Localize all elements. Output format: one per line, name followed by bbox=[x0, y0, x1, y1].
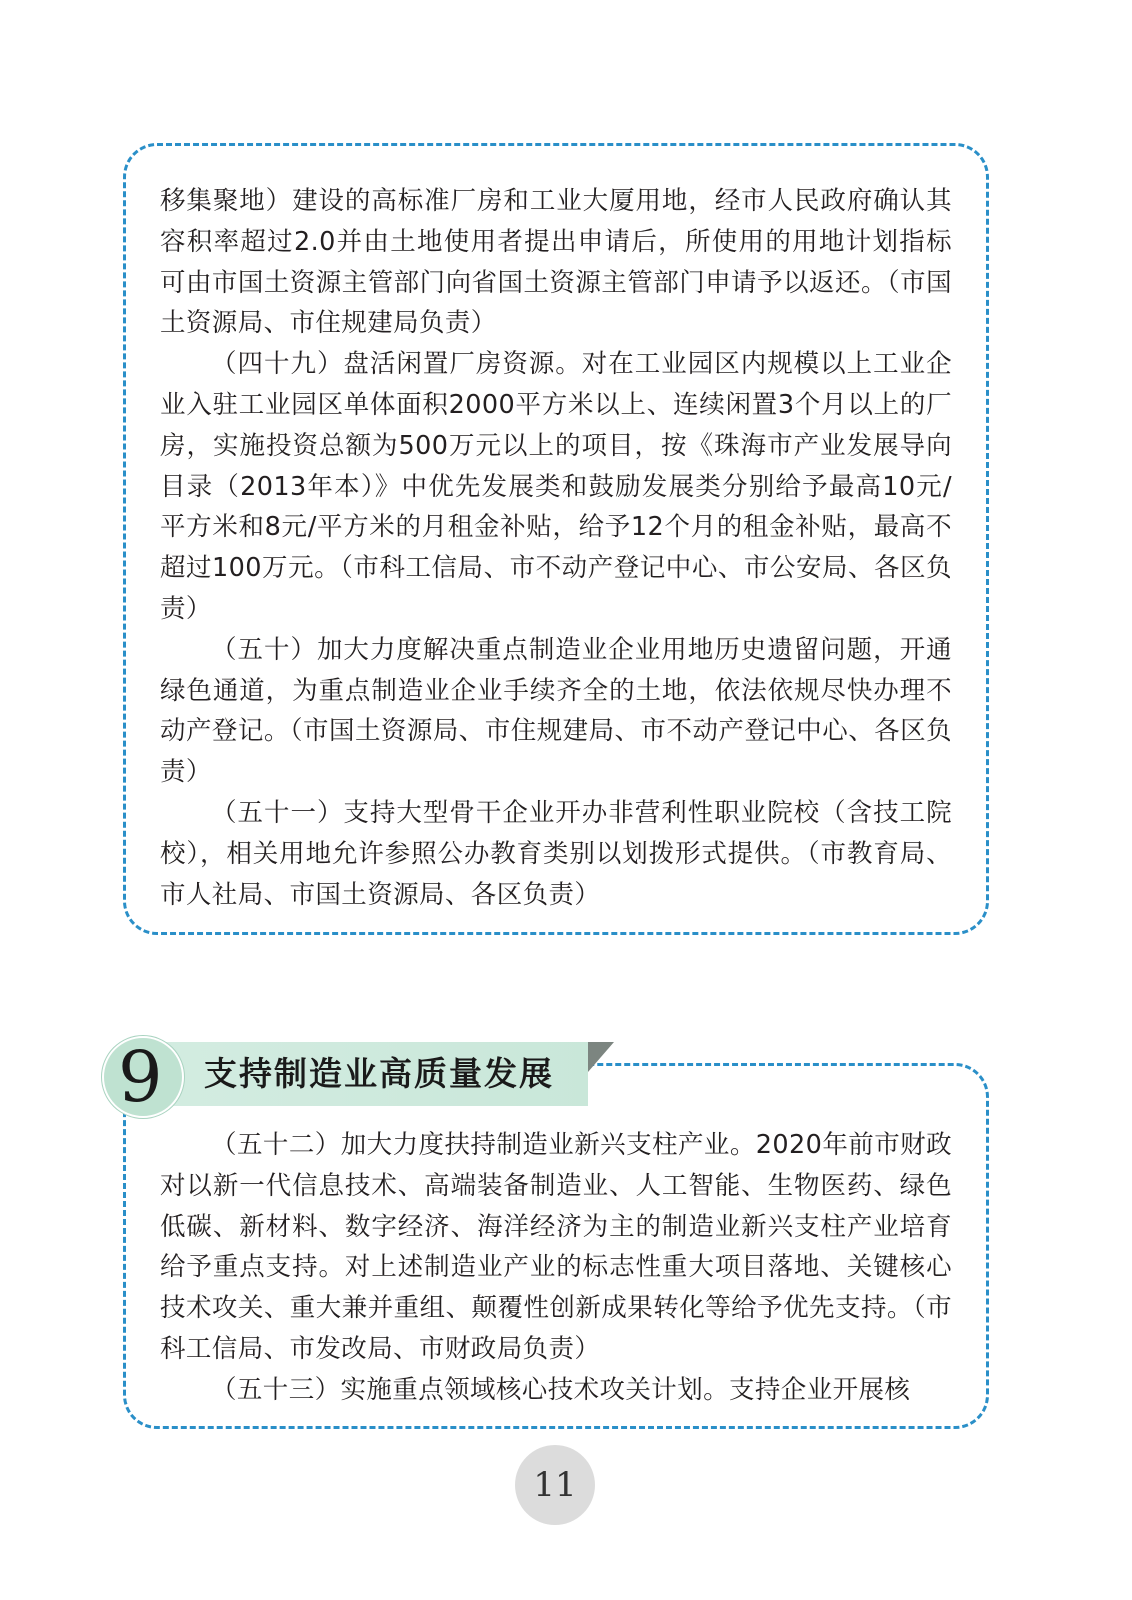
page-number: 11 bbox=[533, 1465, 577, 1505]
section-number-badge bbox=[102, 1036, 184, 1118]
content-text-bottom bbox=[160, 1125, 952, 1411]
paragraph-continued: 移集聚地）建设的高标准厂房和工业大厦用地，经市人民政府确认其容积率超过2.0并由土地使用者提出申请后，所使用的用地计划指标可由市国土资源主管部门向省国土资源主管部门申请予以返还。（市国土资源局、市住规建局负责） bbox=[160, 186, 952, 339]
section-title: 支持制造业高质量发展 bbox=[204, 1054, 554, 1093]
section-number: 9 bbox=[118, 1036, 163, 1118]
content-text-top bbox=[160, 181, 952, 915]
section-header bbox=[100, 1036, 620, 1116]
paragraph-49: （四十九）盘活闲置厂房资源。对在工业园区内规模以上工业企业入驻工业园区单体面积2000平方米以上、连续闲置3个月以上的厂房，实施投资总额为500万元以上的项目，按《珠海市产业发展导向目录（2013年本）》中优先发展类和鼓励发展类分别给予最高10元/平方米和8元/平方米的月租金补贴，给予12个月的租金补贴，最高不超过100万元。（市科工信局、市不动产登记中心、市公安局、各区负责） bbox=[160, 349, 952, 624]
paragraph-51: （五十一）支持大型骨干企业开办非营利性职业院校（含技工院校），相关用地允许参照公办教育类别以划拨形式提供。（市教育局、市人社局、市国土资源局、各区负责） bbox=[160, 797, 952, 910]
banner-fold-shadow bbox=[588, 1042, 614, 1072]
page-number-badge bbox=[515, 1445, 595, 1525]
paragraph-53: （五十三）实施重点领域核心技术攻关计划。支持企业开展核 bbox=[211, 1374, 911, 1405]
paragraph-50: （五十）加大力度解决重点制造业企业用地历史遗留问题，开通绿色通道，为重点制造业企业手续齐全的土地，依法依规尽快办理不动产登记。（市国土资源局、市住规建局、市不动产登记中心、各区负责） bbox=[160, 634, 952, 788]
paragraph-52: （五十二）加大力度扶持制造业新兴支柱产业。2020年前市财政对以新一代信息技术、高端装备制造业、人工智能、生物医药、绿色低碳、新材料、数字经济、海洋经济为主的制造业新兴支柱产业培育给予重点支持。对上述制造业产业的标志性重大项目落地、关键核心技术攻关、重大兼并重组、颠覆性创新成果转化等给予优先支持。（市科工信局、市发改局、市财政局负责） bbox=[160, 1130, 952, 1364]
